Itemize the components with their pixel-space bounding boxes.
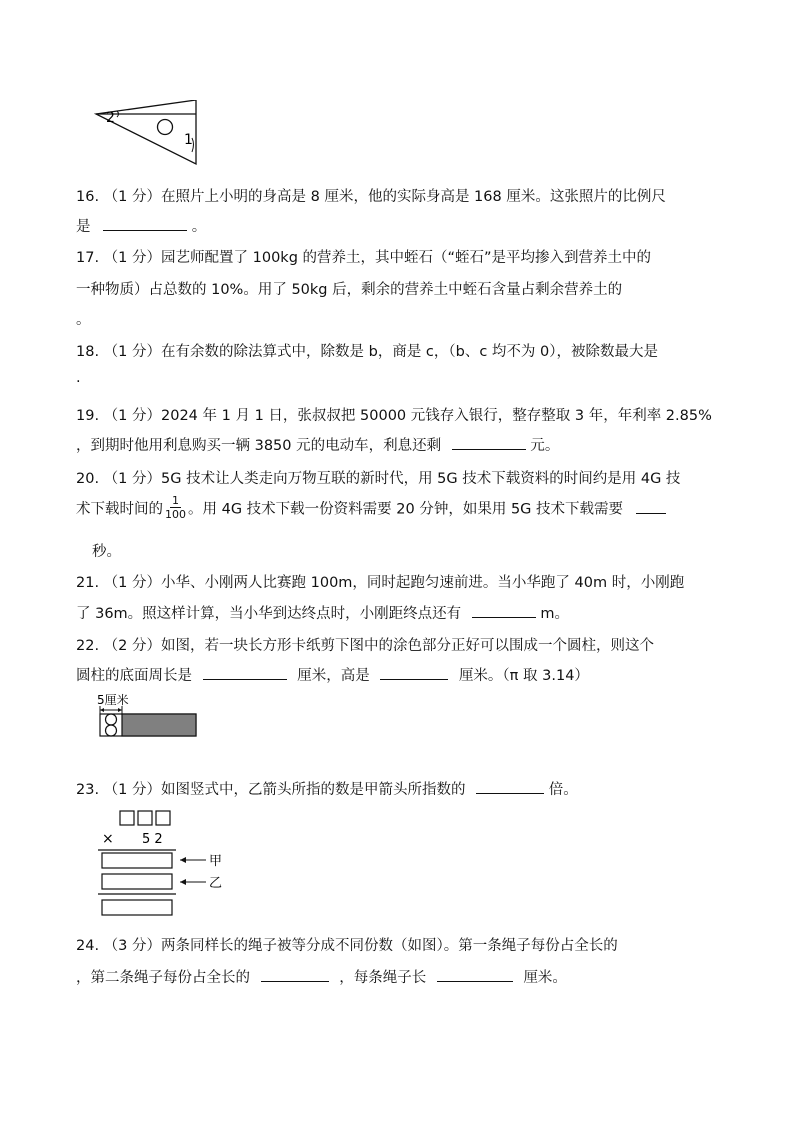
answer-blank-circumference[interactable] — [203, 665, 287, 680]
question-20-line2: 术下载时间的 $\frac{1}{100}$ 。用 4G 技术下载一份资料需要 20 分钟，如果用 5G 技术下载需要 — [76, 496, 736, 523]
question-22 — [76, 634, 736, 655]
question-20-line3: 秒。 — [92, 544, 121, 560]
question-number: 18. — [76, 344, 100, 360]
vertical-multiplication-figure — [96, 808, 231, 920]
question-16 — [76, 185, 736, 206]
multiplier-digits: 5 2 — [142, 832, 163, 847]
answer-blank-fraction[interactable] — [261, 967, 329, 982]
jia-label: 甲 — [209, 854, 223, 869]
question-16-line2: 是 。 — [76, 215, 736, 236]
question-number: 24. — [76, 938, 100, 954]
question-text: （2 分）如图，若一块长方形卡纸剪下图中的涂色部分正好可以围成一个圆柱，则这个 — [103, 638, 655, 654]
question-text: （1 分）2024 年 1 月 1 日，张叔叔把 50000 元钱存入银行，整存整取 3 年，年利率 2.85% — [103, 408, 712, 424]
cylinder-net-figure — [94, 692, 200, 738]
answer-blank[interactable] — [103, 216, 187, 231]
question-number: 21. — [76, 575, 100, 591]
question-number: 19. — [76, 408, 100, 424]
question-18 — [76, 340, 736, 361]
triangle-figure — [92, 100, 204, 170]
angle-2-label: 2 — [106, 110, 115, 126]
question-text: （3 分）两条同样长的绳子被等分成不同份数（如图）。第一条绳子每份占全长的 — [103, 938, 618, 954]
angle-1-label: 1 — [184, 132, 193, 148]
question-23: 23. （1 分）如图竖式中，乙箭头所指的数是甲箭头所指数的 倍。 — [76, 778, 736, 799]
question-text: （1 分）在照片上小明的身高是 8 厘米，他的实际身高是 168 厘米。这张照片的比例尺 — [103, 189, 666, 205]
question-text: （1 分）小华、小刚两人比赛跑 100m，同时起跑匀速前进。当小华跑了 40m 时，小刚跑 — [103, 575, 685, 591]
question-17-line3 — [76, 308, 736, 329]
answer-blank-length[interactable] — [437, 967, 513, 982]
question-number: 20. — [76, 471, 100, 487]
question-24-line2: ，第二条绳子每份占全长的 ，每条绳子长 厘米。 — [76, 966, 736, 987]
question-text: （1 分）在有余数的除法算式中，除数是 b，商是 c，（b、c 均不为 0），被除数最大是 — [103, 344, 659, 360]
question-17-line2: 一种物质）占总数的 10%。用了 50kg 后，剩余的营养土中蛭石含量占剩余营养土的 — [76, 282, 623, 298]
answer-blank-height[interactable] — [380, 665, 448, 680]
answer-blank[interactable] — [472, 603, 536, 618]
question-21 — [76, 571, 736, 592]
question-number: 22. — [76, 638, 100, 654]
answer-blank[interactable] — [636, 499, 666, 514]
answer-blank[interactable] — [476, 779, 544, 794]
question-19 — [76, 404, 736, 425]
question-18-line2 — [76, 370, 736, 386]
question-text: （1 分）5G 技术让人类走向万物互联的新时代，用 5G 技术下载资料的时间约是用 4G 技 — [103, 471, 681, 487]
fraction-one-hundredth: $\frac{1}{100}$ — [165, 494, 186, 521]
question-number: 17. — [76, 250, 100, 266]
question-text: （1 分）如图竖式中，乙箭头所指的数是甲箭头所指数的 — [103, 782, 466, 798]
answer-blank[interactable] — [452, 435, 526, 450]
answer-blank[interactable]: . — [76, 370, 81, 386]
question-21-line2: 了 36m。照这样计算，当小华到达终点时，小刚距终点还有 m。 — [76, 602, 736, 623]
question-22-line2: 圆柱的底面周长是 厘米，高是 厘米。（π 取 3.14） — [76, 664, 736, 685]
question-20 — [76, 467, 736, 488]
yi-label: 乙 — [209, 876, 223, 891]
width-label: 5厘米 — [97, 693, 129, 707]
answer-blank[interactable]: 。 — [76, 312, 91, 328]
question-19-line2: ，到期时他用利息购买一辆 3850 元的电动车，利息还剩 元。 — [76, 434, 736, 455]
question-number: 16. — [76, 189, 100, 205]
times-sign: × — [102, 831, 114, 847]
question-24 — [76, 934, 736, 955]
question-text: （1 分）园艺师配置了 100kg 的营养土，其中蛭石（“蛭石”是平均掺入到营养土中的 — [103, 250, 652, 266]
question-number: 23. — [76, 782, 100, 798]
question-17 — [76, 246, 736, 267]
